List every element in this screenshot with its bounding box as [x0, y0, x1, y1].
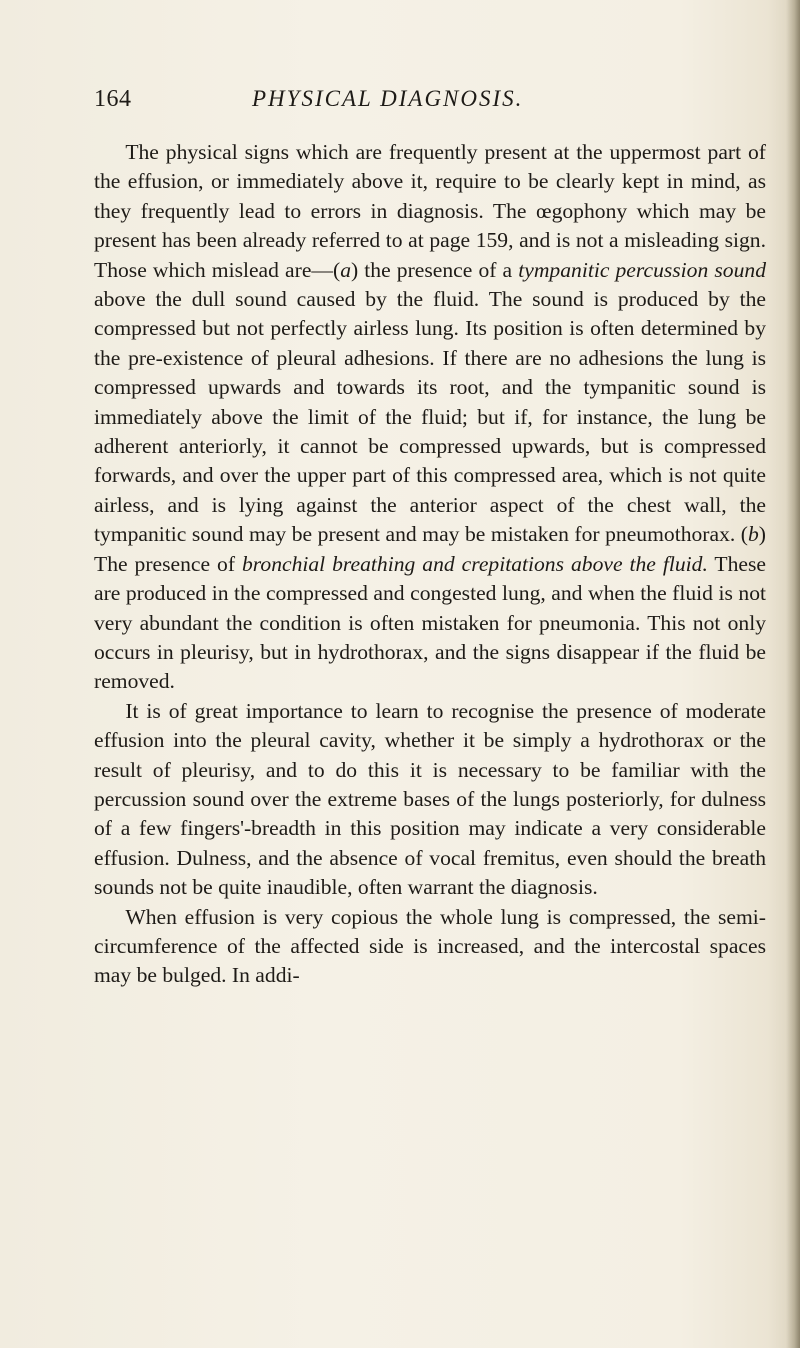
running-title: PHYSICAL DIAGNOSIS.: [252, 86, 524, 111]
marker-b: b: [748, 522, 759, 547]
page-number: 164: [94, 86, 132, 112]
running-head: [94, 86, 734, 120]
page-edge-shadow: [786, 0, 800, 1348]
marker-a: a: [340, 257, 351, 282]
italic-tympanitic-percussion-sound: tympanitic percussion sound: [518, 257, 766, 282]
paragraph-1: [94, 138, 766, 697]
paragraph-3: When effusion is very copious the whole lung is compressed, the semi-circumference of the affected side is increased, and the intercostal spaces may be bulged. In addi-: [94, 904, 766, 988]
body-text: [94, 138, 766, 991]
paragraph-1-text-2: ) the presence of a: [351, 257, 519, 282]
paragraph-1-text-4: ) The presence of: [94, 522, 766, 576]
italic-bronchial-breathing: bronchial breathing and crepitations above the fluid.: [242, 551, 708, 576]
paragraph-1-text-1: The physical signs which are frequently present at the uppermost part of the effusion, or immediately above it, require to be clearly kept in mind, as they frequently lead to errors in diagnosis. The œgophony which may be present has been already referred to at page 159, and is not a misleading sign. Those which mislead are—(: [94, 140, 766, 282]
paragraph-1-text-5: These are produced in the compressed and congested lung, and when the fluid is not very abundant the condition is often mistaken for pneumonia. This not only occurs in pleurisy, but in hydrothorax, and the signs disappear if the fluid be removed.: [94, 551, 766, 694]
paragraph-1-text-3: above the dull sound caused by the fluid. The sound is produced by the compressed but not perfectly airless lung. Its position is often determined by the pre-existence of pleural adhesions. If there are no adhesions the lung is compressed upwards and towards its root, and the tympanitic sound is immediately above the limit of the fluid; but if, for instance, the lung be adherent anteriorly, it cannot be compressed upwards, but is compressed forwards, and over the upper part of this compressed area, which is not quite airless, and is lying against the anterior aspect of the chest wall, the tympanitic sound may be present and may be mistaken for pneumothorax. (: [94, 287, 766, 547]
paragraph-2: It is of great importance to learn to recognise the presence of moderate effusion into the pleural cavity, whether it be simply a hydrothorax or the result of pleurisy, and to do this it is necessary to be familiar with the percussion sound over the extreme bases of the lungs posteriorly, for dulness of a few fingers'-breadth in this position may indicate a very considerable effusion. Dulness, and the absence of vocal fremitus, even should the breath sounds not be quite inaudible, often warrant the diagnosis.: [94, 698, 766, 900]
